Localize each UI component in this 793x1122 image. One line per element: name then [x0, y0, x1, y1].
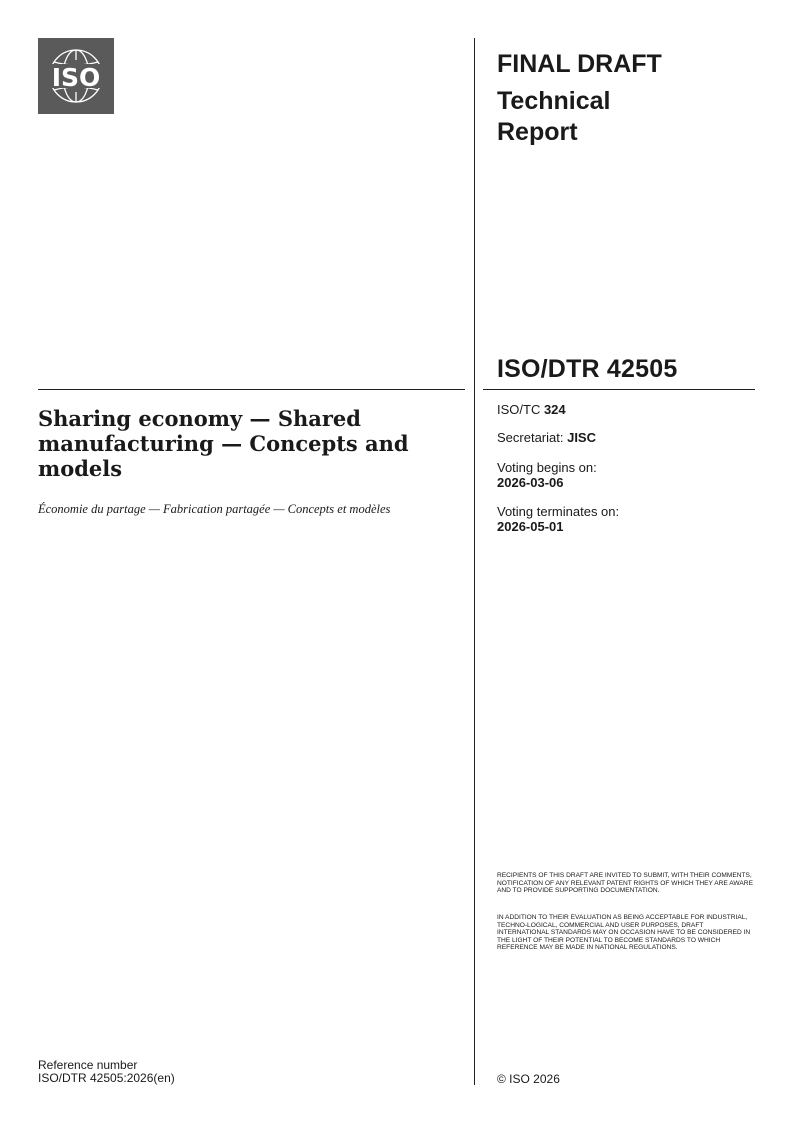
iso-logo	[38, 38, 114, 114]
disclaimer-patent-rights: RECIPIENTS OF THIS DRAFT ARE INVITED TO SUBMIT, WITH THEIR COMMENTS, NOTIFICATION OF ANY RELEVANT PATENT RIGHTS OF WHICH THEY ARE AWARE AND TO PROVIDE SUPPORTING DOCUMENTATION.	[497, 872, 753, 895]
voting-terminates-date: 2026-05-01	[497, 519, 564, 534]
document-number: ISO/DTR 42505	[497, 355, 678, 383]
secretariat	[497, 430, 596, 445]
disclaimer-evaluation: IN ADDITION TO THEIR EVALUATION AS BEING ACCEPTABLE FOR INDUSTRIAL, TECHNO-LOGICAL, COMMERCIAL AND USER PURPOSES, DRAFT INTERNATIONAL STANDARDS MAY ON OCCASION HAVE TO BE CONSIDERED IN THE LIGHT OF THEIR POTENTIAL TO BECOME STANDARDS TO WHICH REFERENCE MAY BE MADE IN NATIONAL REGULATIONS.	[497, 914, 751, 952]
secretariat-value: JISC	[567, 430, 596, 445]
document-title-english: Sharing economy — Shared manufacturing — Concepts and models	[38, 406, 409, 481]
document-stage: FINAL DRAFT	[497, 50, 662, 78]
tc-label: ISO/TC	[497, 402, 544, 417]
technical-committee	[497, 402, 566, 417]
document-type: Technical Report	[497, 87, 611, 146]
copyright-notice: © ISO 2026	[497, 1072, 560, 1086]
voting-begins	[497, 460, 597, 490]
tc-value: 324	[543, 402, 566, 417]
voting-begins-date: 2026-03-06	[497, 475, 564, 490]
iso-globe-icon	[38, 38, 114, 114]
horizontal-divider-right	[483, 389, 755, 390]
voting-begins-label: Voting begins on:	[497, 460, 597, 475]
secretariat-label: Secretariat:	[497, 430, 568, 445]
vertical-divider	[474, 38, 475, 1085]
reference-number-label: Reference number	[38, 1058, 138, 1072]
reference-number-value: ISO/DTR 42505:2026(en)	[38, 1071, 175, 1085]
horizontal-divider-left	[38, 389, 465, 390]
document-title-french: Économie du partage — Fabrication partagée — Concepts et modèles	[38, 502, 391, 516]
voting-terminates	[497, 504, 619, 534]
voting-terminates-label: Voting terminates on:	[497, 504, 620, 519]
iso-logo-text: ISO	[51, 63, 101, 92]
